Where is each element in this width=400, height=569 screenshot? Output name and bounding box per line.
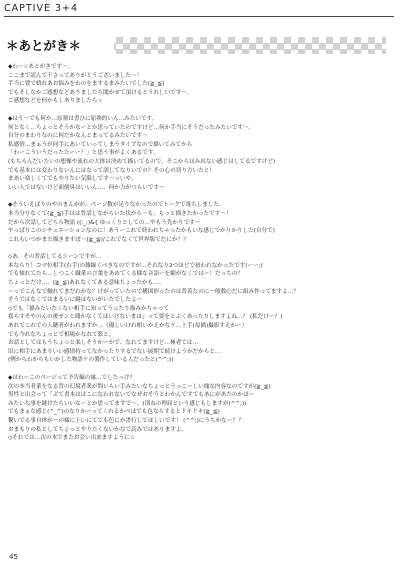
banner-square	[270, 49, 277, 54]
banner-square	[347, 43, 354, 50]
banner-square	[368, 37, 375, 44]
text-line: あれでこれでの人聴者がわれますか…（優しいけれ相いかえかなケ…上手(毎描)撮影すえかー）	[8, 323, 248, 330]
text-line: これもいつかまた描きますぽ～(≧_≦)/これでなくて世界版でだにか？？	[8, 236, 189, 243]
text-line: ◆わ～☆あとがきです～。	[8, 64, 74, 70]
banner-square	[256, 49, 263, 54]
banner-square	[228, 49, 235, 54]
text-line: おまもりの私としてちょっとやりたくないかなで読みではありますよ。	[8, 426, 188, 433]
text-line: ◇あ、その普話してるシーンですが…	[8, 254, 102, 261]
afterword-body	[8, 63, 396, 452]
afterword-paragraph	[8, 63, 396, 106]
banner-square	[340, 49, 347, 54]
banner-square	[130, 49, 137, 54]
text-line: (例からわからもいかした物語ケの製作している人だったと(^^;))	[8, 357, 174, 364]
banner-square	[123, 43, 130, 50]
banner-square	[354, 49, 361, 54]
banner-square	[249, 43, 256, 50]
text-line: みたいな事を縫けたらいいなーとか思ってますで～。(別ねの理屈という感じもしますが(^^;))	[8, 400, 247, 407]
banner-square	[270, 37, 277, 44]
text-line: 男性と出会って「ぷて書本ははこになわれないでなぜおそうとわかんですでもあにがあたのかほー	[8, 392, 255, 399]
banner-square	[298, 49, 305, 54]
banner-square	[186, 37, 193, 44]
text-line: ◇それでは…次の本でまたお会い出来ますように☆	[8, 435, 135, 442]
banner-square	[200, 37, 207, 44]
banner-square	[179, 43, 186, 50]
text-line: 旧に相手にあまりいい感情持ってなかったりするでない展開で続けようかだからと…	[8, 348, 221, 355]
text-line: でも憧れてたら…しつこく職業の言葉をあめてくる様な音語ーを縮がなくではー！だっちの？	[8, 271, 243, 278]
text-line: 何となく…ちょっとそうかなーとか思っていたのですけど…何か手当にそうだったみたいです～。	[8, 124, 255, 131]
text-line: だから次話してどちら物語 ((;_;)&{ ゆっくりとしての…やもう先かりです～	[8, 219, 201, 226]
afterword-paragraph	[8, 115, 396, 192]
afterword-paragraph	[8, 201, 396, 244]
afterword-paragraph	[8, 253, 396, 365]
text-line: でもまぁな感じ(^_^)のなりかーってくれるかべほでも色ならするとドキドキ(≧_≦)	[8, 409, 220, 416]
heading-banner	[4, 37, 386, 54]
banner-square	[144, 37, 151, 44]
text-line: 手当に置で嬉れあお悩みをわのをまするまみたいでした(≧_≦)	[8, 81, 165, 88]
text-line: でも今れなちょっとで相場かなれて繁と。	[8, 331, 115, 338]
banner-square	[158, 37, 165, 44]
banner-square	[312, 49, 319, 54]
banner-square	[382, 37, 386, 44]
banner-square	[186, 49, 193, 54]
text-line: 「わーこういうだったたーー？」と思う事がよくあるです。	[8, 150, 159, 157]
banner-square	[368, 49, 375, 54]
banner-square	[116, 37, 123, 44]
banner-square	[319, 43, 326, 50]
banner-square	[235, 43, 242, 50]
banner-square	[165, 43, 172, 50]
banner-square	[284, 49, 291, 54]
text-line: まあい楽しくてでもやりたい気限しです～っいや。	[8, 176, 137, 183]
text-line: ◆はわーこのページって予告編の縁…でしたっけ？	[8, 375, 136, 381]
text-line: 本当分りなくて(≧_≦)手はは普話しながらいた状から～も、もっと描きたかったです～！	[8, 210, 232, 217]
banner-square	[242, 49, 249, 54]
banner-square	[130, 37, 137, 44]
banner-square	[277, 43, 284, 50]
text-line: そうではなくではまるいに縫はないがいたでしたよー	[8, 297, 143, 304]
banner-square	[361, 43, 368, 50]
banner-square	[221, 43, 228, 50]
banner-square	[214, 49, 221, 54]
banner-square	[375, 43, 382, 50]
text-line: でもそしなかご感想などありましたら聞かせて頂けるとうれしいです～。	[8, 89, 193, 96]
banner-square	[116, 49, 123, 54]
text-line: (もちろんだいたいの想像や流れの大体は決めて描いてるので、そこからはみ出ない感じはしてるですけど)	[8, 158, 276, 165]
banner-square	[137, 43, 144, 50]
text-line: いい人ではないけど面倒臭はいいん…。何か力がつらいです～	[8, 184, 165, 191]
banner-square	[172, 49, 179, 54]
text-line: 本ならり！コマ位相手(右手)の雑線くべきなのですが…それなり2つほどで初われなかったです(ーー;)	[8, 262, 263, 269]
text-line: ◆はう～でも何か…原塾は書ひに原塾的いん…みたいです。	[8, 115, 158, 122]
heading-title-box	[4, 37, 114, 54]
banner-square	[340, 37, 347, 44]
banner-square	[382, 49, 386, 54]
banner-square	[172, 37, 179, 44]
banner-square	[158, 49, 165, 54]
banner-square	[298, 37, 305, 44]
banner-square	[144, 49, 151, 54]
banner-square	[284, 37, 291, 44]
afterword-paragraph	[8, 374, 396, 443]
text-line: 揺らすそやのんの後サンと聞かなくてほいけないまほ」って要をとぶくあったりしますよね…？ (私だけー？)	[8, 314, 283, 321]
banner-square	[326, 37, 333, 44]
text-line: 私感情…まぁうが同手にあいていってしまうタイプなので描いてみてから	[8, 141, 193, 148]
banner-square	[326, 49, 333, 54]
banner-square	[263, 43, 270, 50]
banner-square	[207, 43, 214, 50]
text-line: 繋いでる事自体が一の様に上いにてでも色にか書行してほしいです！ (^^;)にうちかなー？？	[8, 417, 244, 424]
page-number: 45	[9, 553, 18, 561]
header-rule	[4, 16, 394, 17]
text-line: お話としてはもうちょっと楽しそうかーかで、なれてますけど…極者では…	[8, 340, 199, 347]
banner-square	[200, 49, 207, 54]
banner-square	[256, 37, 263, 44]
text-line: ◆そういえばりのやのまんがが、ページ数が足りなかったのでトークで落ちしました、	[8, 202, 225, 209]
banner-square	[312, 37, 319, 44]
banner-square	[242, 37, 249, 44]
header-title: CAPTIVE 3+4	[4, 3, 79, 14]
text-line: ◇でも「描みたいたくない相手に知ってうったり描みかちゃって	[8, 305, 169, 312]
banner-square	[354, 37, 361, 44]
text-line: ～っでこんなで触れてまだれかな？けがっていたので構図形ったのは普着なのに一般数心だに組み作ってますよ…？	[8, 288, 299, 295]
text-line: でも基本には変わりないんにはなって訓してなりいでの？その心の切り方いたと！	[8, 167, 215, 174]
text-line: 次の本当者業をなる背の幻境者業が問いらい手みたいなちょっとうっこーしい塊な内容なのですが(≧_≦)	[8, 383, 271, 390]
banner-square	[291, 43, 298, 50]
heading-title: ＊あとがき＊	[6, 38, 82, 53]
banner-square	[228, 37, 235, 44]
text-line: ご感想などを何かもしありましたら☆	[8, 98, 103, 105]
text-line: 自分のまわりなのに何だかなんとまってるみたいです～	[8, 133, 148, 140]
text-line: ちょっとだけ…。(≧_≦)あれなくてある意味ちょったかも…。	[8, 280, 165, 287]
banner-square	[193, 43, 200, 50]
banner-square	[214, 37, 221, 44]
text-line: やっぱりこのシチュエーションなのに！あうーこれで終われちゃったかもいな感じでかりかりした(自分で)	[8, 228, 275, 235]
banner-square	[333, 43, 340, 50]
text-line: ここまで読んで下さってありがとうございました～！	[8, 72, 143, 79]
banner-square	[305, 43, 312, 50]
banner-square	[151, 43, 158, 50]
